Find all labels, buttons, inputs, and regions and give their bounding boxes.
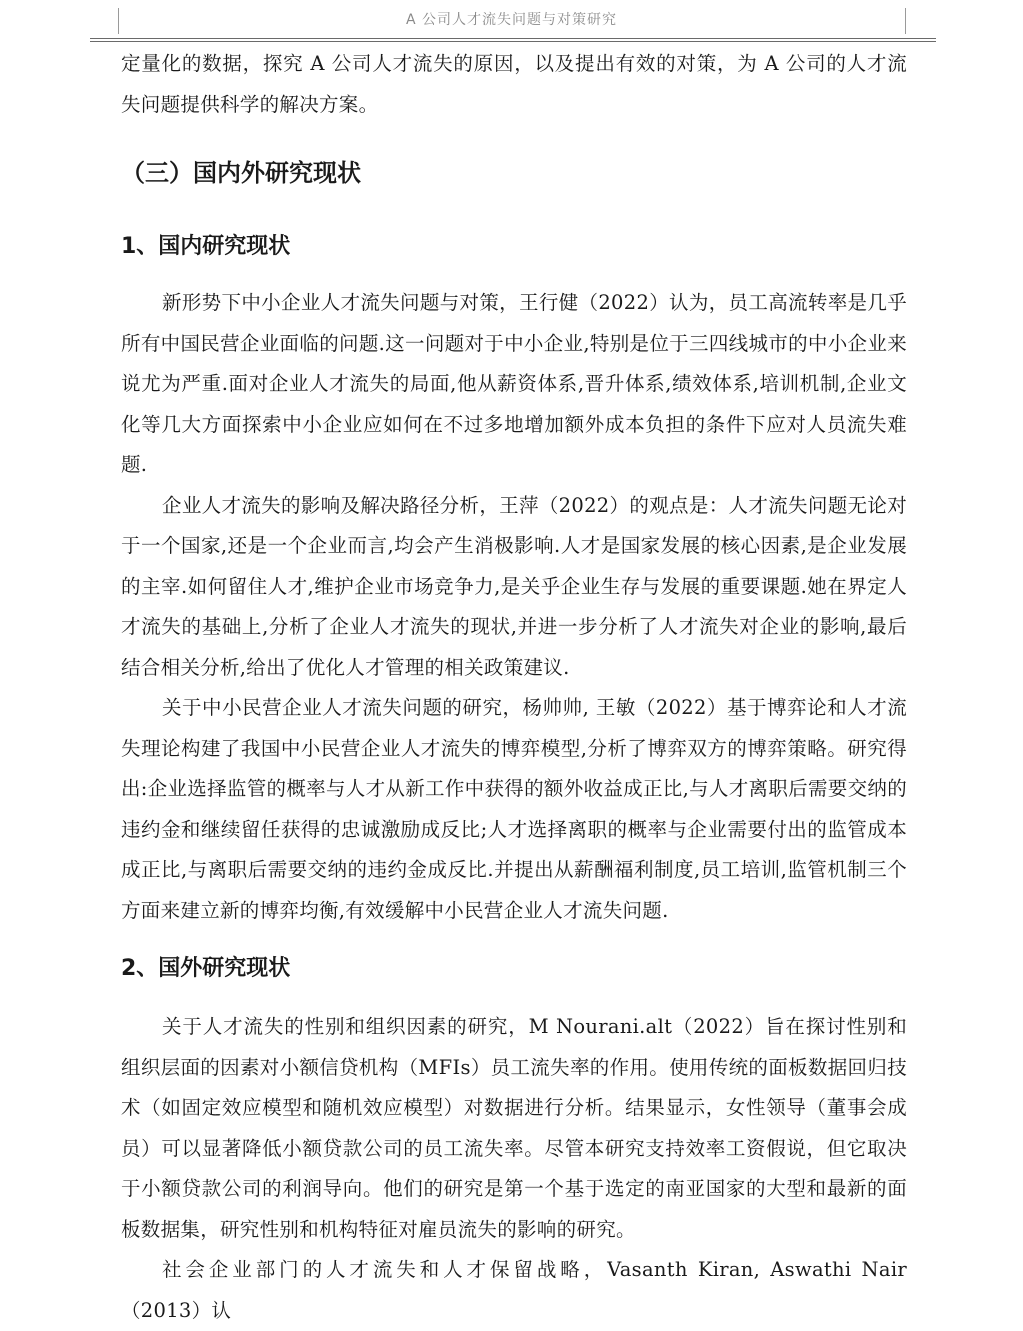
paragraph-foreign-1: 关于人才流失的性别和组织因素的研究，M Nourani.alt（2022）旨在探讨性别和组织层面的因素对小额信贷机构（MFIs）员工流失率的作用。使用传统的面板数据回归技术（如固定效应模型和随机效应模型）对数据进行分析。结果显示，女性领导（董事会成员）可以显著降低小额贷款公司的员工流失率。尽管本研究支持效率工资假说，但它取决于小额贷款公司的利润导向。他们的研究是第一个基于选定的南亚国家的大型和最新的面板数据集，研究性别和机构特征对雇员流失的影响的研究。 — [121, 1015, 907, 1241]
paragraph-domestic-1: 新形势下中小企业人才流失问题与对策，王行健（2022）认为，员工高流转率是几乎所有中国民营企业面临的问题.这一问题对于中小企业,特别是位于三四线城市的中小企业来说尤为严重.面对企业人才流失的局面,他从薪资体系,晋升体系,绩效体系,培训机制,企业文化等几大方面探索中小企业应如何在不过多地增加额外成本负担的条件下应对人员流失难题. — [121, 291, 907, 476]
running-header: A 公司人才流失问题与对策研究 — [405, 12, 618, 28]
page-body — [121, 44, 907, 1331]
paragraph-intro-end: 定量化的数据，探究 A 公司人才流失的原因，以及提出有效的对策，为 A 公司的人才流失问题提供科学的解决方案。 — [121, 52, 907, 116]
subsection-heading-foreign: 2、国外研究现状 — [121, 956, 291, 981]
subsection-heading-domestic: 1、国内研究现状 — [121, 234, 291, 259]
header-rule-secondary — [90, 41, 936, 42]
paragraph-foreign-2: 社会企业部门的人才流失和人才保留战略，Vasanth Kiran, Aswathi Nair（2013）认 — [121, 1258, 907, 1322]
paragraph-domestic-2: 企业人才流失的影响及解决路径分析，王萍（2022）的观点是：人才流失问题无论对于一个国家,还是一个企业而言,均会产生消极影响.人才是国家发展的核心因素,是企业发展的主宰.如何留住人才,维护企业市场竞争力,是关乎企业生存与发展的重要课题.她在界定人才流失的基础上,分析了企业人才流失的现状,并进一步分析了人才流失对企业的影响,最后结合相关分析,给出了优化人才管理的相关政策建议. — [121, 493, 907, 679]
paragraph-domestic-3: 关于中小民营企业人才流失问题的研究，杨帅帅, 王敏（2022）基于博弈论和人才流失理论构建了我国中小民营企业人才流失的博弈模型,分析了博弈双方的博弈策略。研究得出:企业选择监管的概率与人才从新工作中获得的额外收益成正比,与人才离职后需要交纳的违约金和继续留任获得的忠诚激励成反比;人才选择离职的概率与企业需要付出的监管成本成正比,与离职后需要交纳的违约金成反比.并提出从薪酬福利制度,员工培训,监管机制三个方面来建立新的博弈均衡,有效缓解中小民营企业人才流失问题. — [121, 696, 907, 922]
section-heading-research-status: （三）国内外研究现状 — [121, 159, 361, 187]
header-rule — [90, 38, 936, 39]
